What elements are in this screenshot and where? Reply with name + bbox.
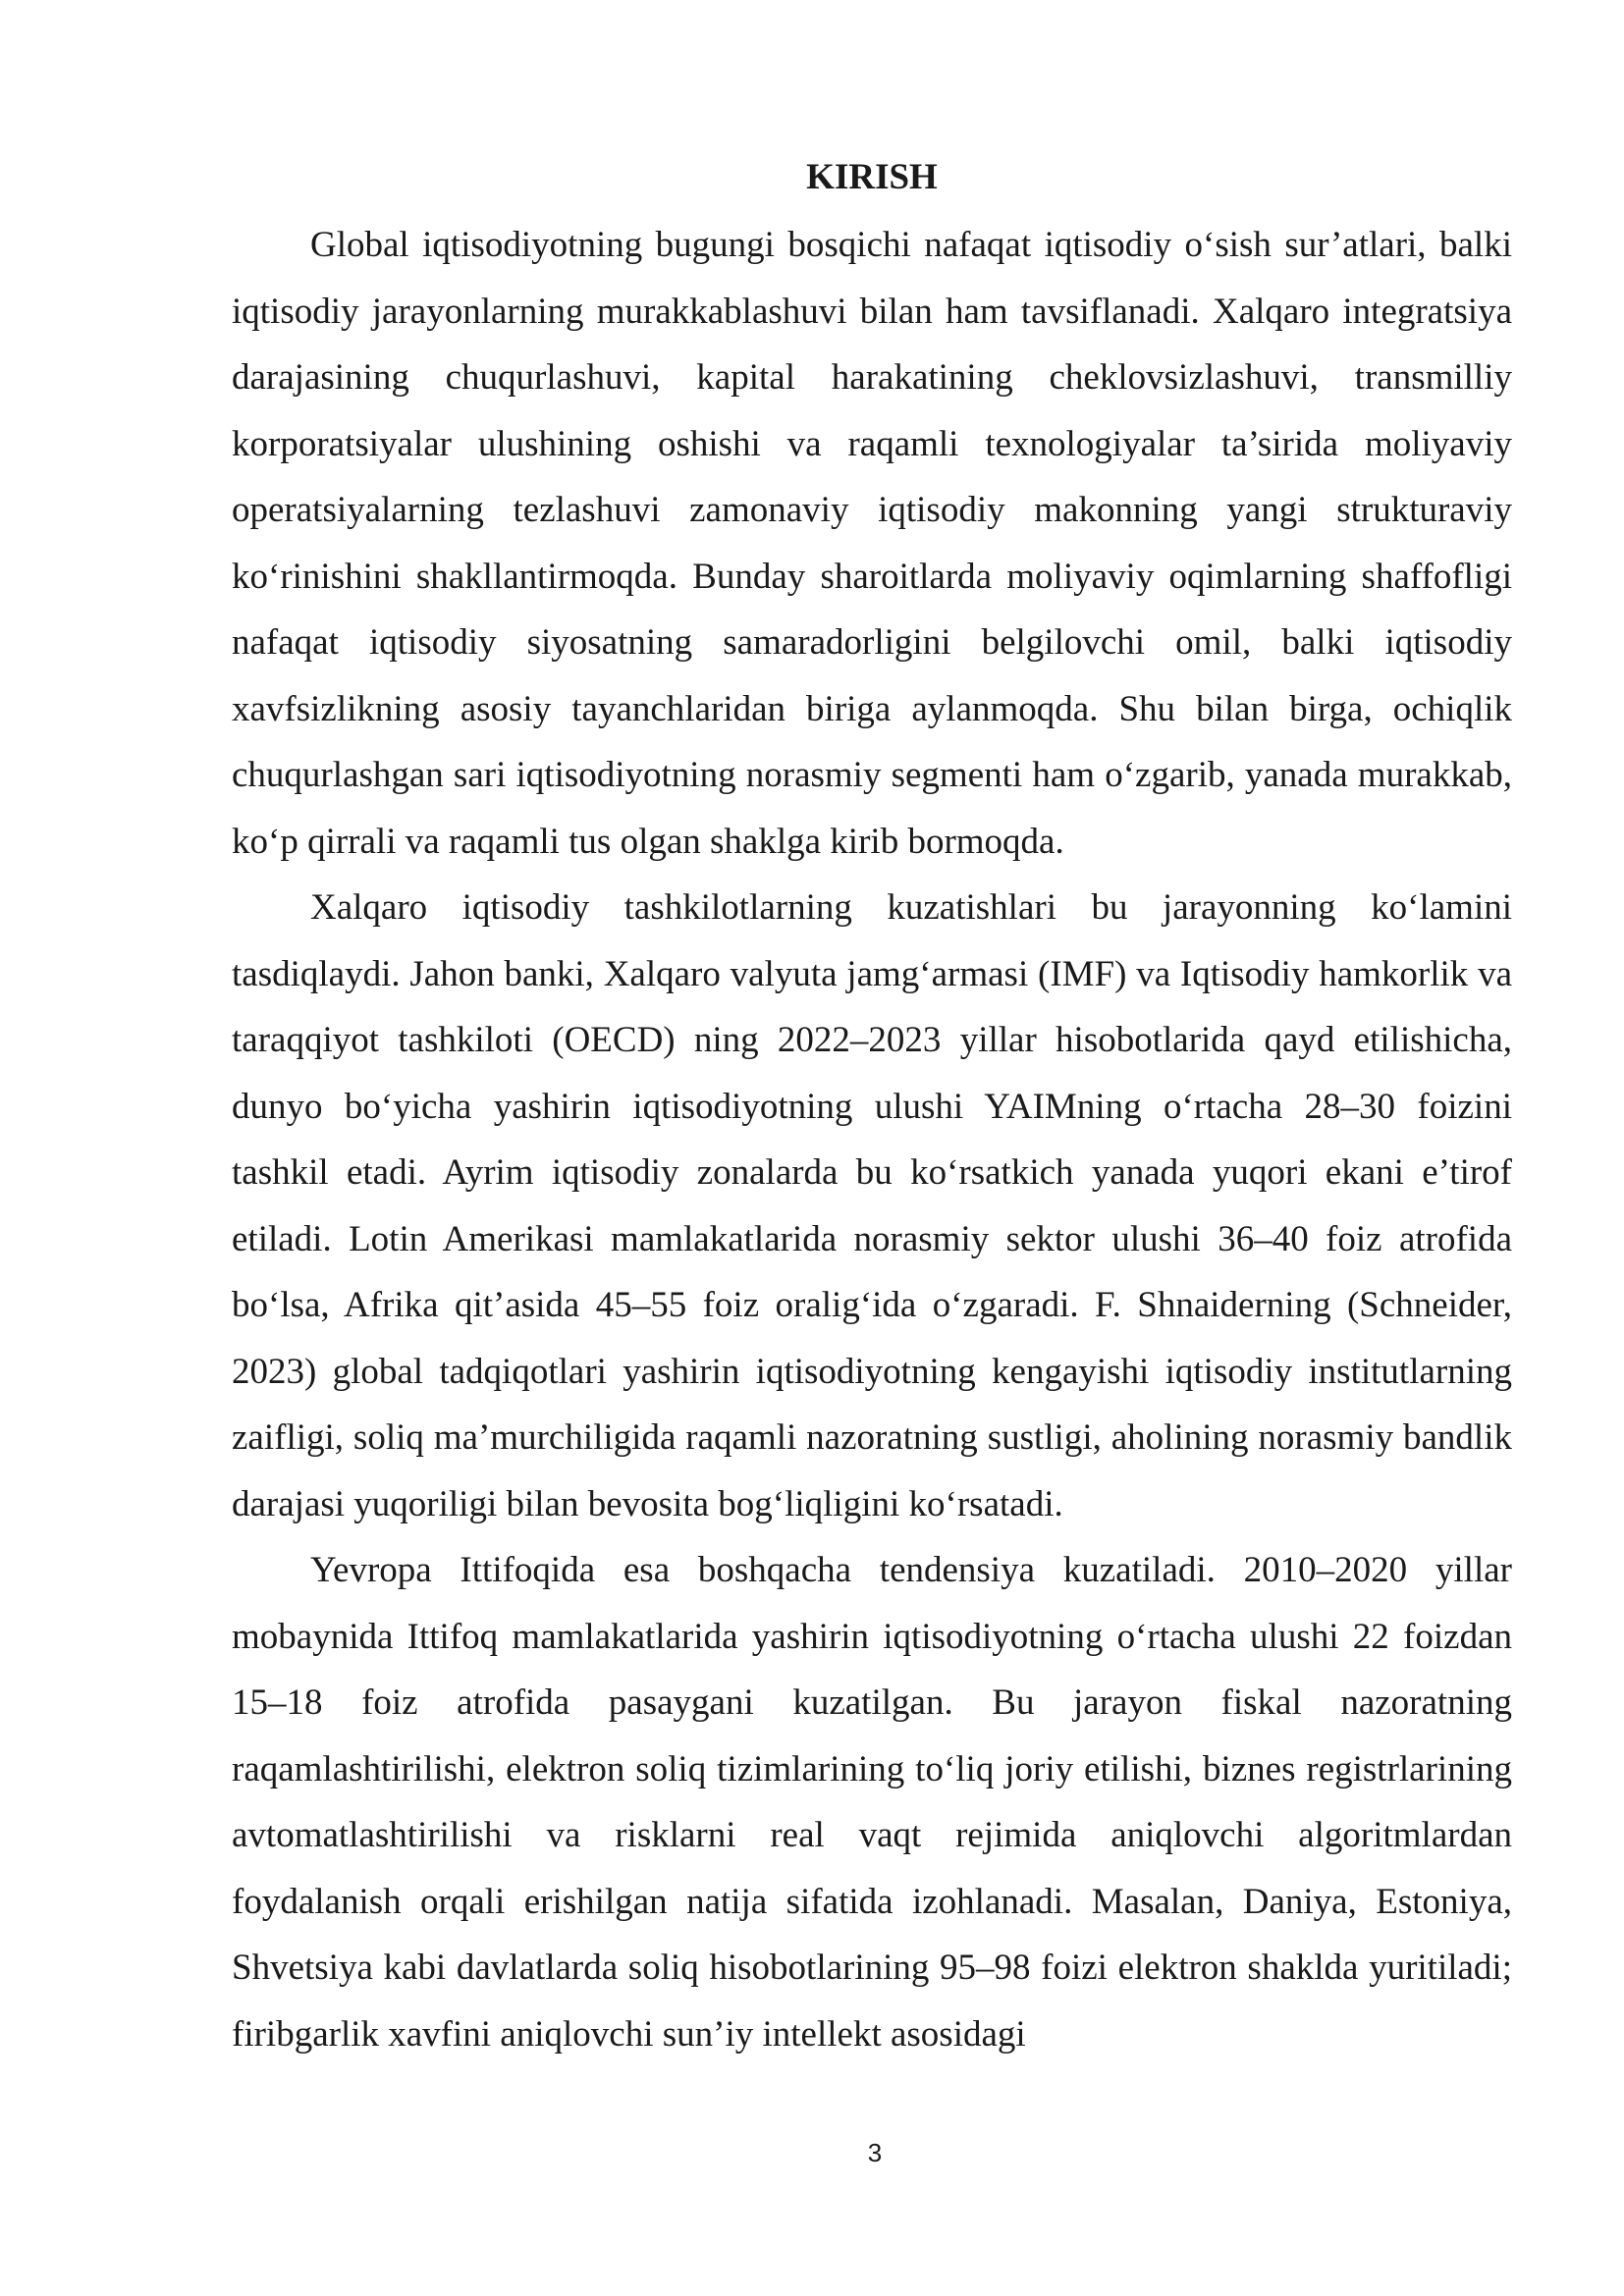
paragraph-1: Global iqtisodiyotning bugungi bosqichi nafaqat iqtisodiy o‘sish sur’atlari, balki iqtisodiy jarayonlarning murakkablashuvi bilan ham tavsiflanadi. Xalqaro integratsiya darajasining chuqurlashuvi, kapital harakatining cheklovsizlashuvi, transmilliy korporatsiyalar ulushining oshishi va raqamli texnologiyalar ta’sirida moliyaviy operatsiyalarning tezlashuvi zamonaviy iqtisodiy makonning yangi strukturaviy ko‘rinishini shakllantirmoqda. Bunday sharoitlarda moliyaviy oqimlarning shaffofligi nafaqat iqtisodiy siyosatning samaradorligini belgilovchi omil, balki iqtisodiy xavfsizlikning asosiy tayanchlaridan biriga aylanmoqda. Shu bilan birga, ochiqlik chuqurlashgan sari iqtisodiyotning norasmiy segmenti ham o‘zgarib, yanada murakkab, ko‘p qirrali va raqamli tus olgan shaklga kirib bormoqda. <box>232 225 1512 862</box>
page-number: 3 <box>867 2138 883 2167</box>
body-text <box>232 212 1512 2067</box>
paragraph-3: Yevropa Ittifoqida esa boshqacha tendensiya kuzatiladi. 2010–2020 yillar mobaynida Ittifoq mamlakatlarida yashirin iqtisodiyotning o‘rtacha ulushi 22 foizdan 15–18 foiz atrofida pasaygani kuzatilgan. Bu jarayon fiskal nazoratning raqamlashtirilishi, elektron soliq tizimlarining to‘liq joriy etilishi, biznes registrlarining avtomatlashtirilishi va risklarni real vaqt rejimida aniqlovchi algoritmlardan foydalanish orqali erishilgan natija sifatida izohlanadi. Masalan, Daniya, Estoniya, Shvetsiya kabi davlatlarda soliq hisobotlarining 95–98 foizi elektron shaklda yuritiladi; firibgarlik xavfini aniqlovchi sun’iy intellekt asosidagi <box>232 1550 1512 2055</box>
section-heading: KIRISH <box>806 157 938 197</box>
paragraph-2: Xalqaro iqtisodiy tashkilotlarning kuzatishlari bu jarayonning ko‘lamini tasdiqlaydi. Jahon banki, Xalqaro valyuta jamg‘armasi (IMF) va Iqtisodiy hamkorlik va taraqqiyot tashkiloti (OECD) ning 2022–2023 yillar hisobotlarida qayd etilishicha, dunyo bo‘yicha yashirin iqtisodiyotning ulushi YAIMning o‘rtacha 28–30 foizini tashkil etadi. Ayrim iqtisodiy zonalarda bu ko‘rsatkich yanada yuqori ekani e’tirof etiladi. Lotin Amerikasi mamlakatlarida norasmiy sektor ulushi 36–40 foiz atrofida bo‘lsa, Afrika qit’asida 45–55 foiz oralig‘ida o‘zgaradi. F. Shnaiderning (Schneider, 2023) global tadqiqotlari yashirin iqtisodiyotning kengayishi iqtisodiy institutlarning zaifligi, soliq ma’murchiligida raqamli nazoratning sustligi, aholining norasmiy bandlik darajasi yuqoriligi bilan bevosita bog‘liqligini ko‘rsatadi. <box>232 887 1512 1524</box>
